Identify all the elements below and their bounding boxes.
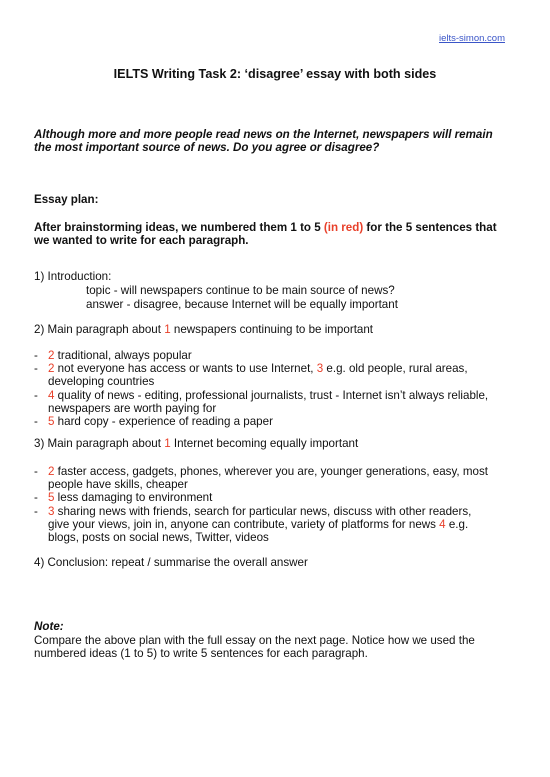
idea-text: hard copy - experience of reading a paper <box>54 415 273 429</box>
plan-intro-red: (in red) <box>323 221 364 234</box>
idea-text: not everyone has access or wants to use Internet, <box>54 362 317 376</box>
plan-intro-after: for the 5 sentences that we wanted to write for each paragraph. <box>34 221 497 248</box>
dash-bullet: - <box>34 362 38 376</box>
note-label: Note: <box>34 620 64 633</box>
list-item <box>34 362 494 388</box>
introduction-heading: 1) Introduction: <box>34 270 112 283</box>
idea-text: quality of news - editing, professional journalists, trust - Internet isn’t always reliable, newspapers are worth paying for <box>48 388 489 415</box>
list-item <box>34 491 494 504</box>
introduction-answer: answer - disagree, because Internet will be equally important <box>86 298 398 311</box>
source-link[interactable]: ielts-simon.com <box>439 33 505 44</box>
list-item <box>34 505 494 545</box>
idea-number: 5 <box>48 491 55 505</box>
heading-text: 2) Main paragraph about <box>34 323 165 336</box>
idea-number: 2 <box>48 349 55 362</box>
idea-number: 5 <box>48 415 55 429</box>
heading-text: newspapers continuing to be important <box>170 323 374 336</box>
conclusion-heading: 4) Conclusion: repeat / summarise the overall answer <box>34 556 308 569</box>
list-item <box>34 349 494 362</box>
list-item <box>34 389 494 415</box>
dash-bullet: - <box>34 349 38 362</box>
dash-bullet: - <box>34 415 38 429</box>
dash-bullet: - <box>34 491 38 505</box>
main-paragraph-2-heading <box>34 437 358 450</box>
heading-text: 3) Main paragraph about <box>34 437 165 450</box>
idea-number: 4 <box>439 517 446 531</box>
idea-text: sharing news with friends, search for particular news, discuss with other readers, give your views, join in, anyone can contribute, variety of platforms for news <box>48 504 472 531</box>
idea-text: e.g. blogs, posts on social news, Twitter, videos <box>48 517 469 545</box>
plan-intro-before: After brainstorming ideas, we numbered them 1 to 5 <box>34 221 324 234</box>
main-paragraph-2-list <box>34 465 494 544</box>
heading-text: Internet becoming equally important <box>170 437 359 450</box>
idea-number: 3 <box>316 362 324 376</box>
idea-text: traditional, always popular <box>54 349 192 362</box>
list-item <box>34 415 494 428</box>
idea-text: e.g. old people, rural areas, developing countries <box>48 362 468 389</box>
essay-question: Although more and more people read news on the Internet, newspapers will remain the most important source of news. Do you agree or disagree? <box>34 128 493 155</box>
idea-number: 4 <box>48 388 55 402</box>
main-paragraph-1-heading <box>34 323 373 336</box>
idea-number: 2 <box>48 465 55 478</box>
note-text: Compare the above plan with the full essay on the next page. Notice how we used the numbered ideas (1 to 5) to write 5 sentences for each paragraph. <box>34 634 475 661</box>
heading-number: 1 <box>164 437 171 450</box>
heading-number: 1 <box>164 323 171 336</box>
list-item <box>34 465 494 491</box>
plan-intro <box>34 221 504 247</box>
page-title: IELTS Writing Task 2: ‘disagree’ essay with both sides <box>113 67 437 81</box>
main-paragraph-1-list <box>34 349 494 428</box>
plan-heading: Essay plan: <box>34 193 99 206</box>
dash-bullet: - <box>34 465 38 478</box>
idea-text: faster access, gadgets, phones, wherever you are, younger generations, easy, most people have skills, cheaper <box>48 465 488 492</box>
dash-bullet: - <box>34 388 38 402</box>
dash-bullet: - <box>34 504 38 518</box>
idea-number: 2 <box>48 362 55 376</box>
introduction-topic: topic - will newspapers continue to be main source of news? <box>86 284 395 297</box>
idea-text: less damaging to environment <box>54 491 213 505</box>
idea-number: 3 <box>48 504 55 518</box>
